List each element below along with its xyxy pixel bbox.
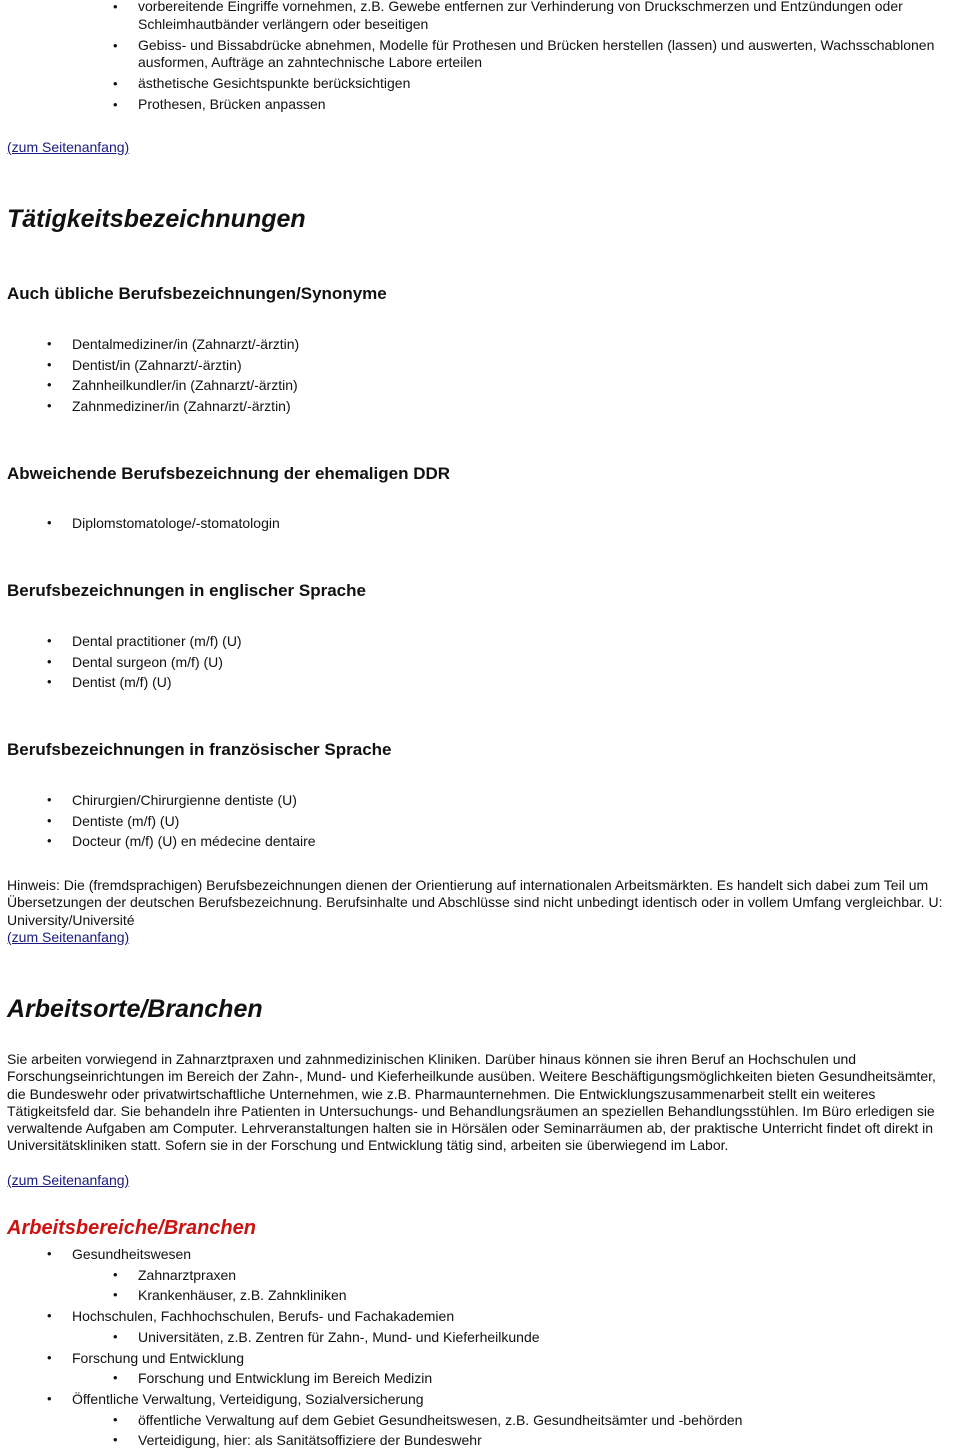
list-item: • Prothesen, Brücken anpassen xyxy=(138,96,952,114)
list-item: • Dental surgeon (m/f) (U) xyxy=(72,652,952,673)
list-item: • Docteur (m/f) (U) en médecine dentaire xyxy=(72,831,952,852)
branchen-list xyxy=(7,1244,952,1451)
list-item: • Zahnarztpraxen xyxy=(138,1265,952,1286)
hinweis-text: Hinweis: Die (fremdsprachigen) Berufsbezeichnungen dienen der Orientierung auf internationalen Arbeitsmärkten. Es handelt sich dabei zum Teil um Übersetzungen der deutschen Berufsbezeichnung. Berufsinhalte und Abschlüsse sind nicht unbedingt identisch oder in vollem Umfang vergleichbar. U: University/Université xyxy=(7,877,943,928)
list-item: • Krankenhäuser, z.B. Zahnkliniken xyxy=(138,1285,952,1306)
list-item: • Dentist/in (Zahnarzt/-ärztin) xyxy=(72,355,952,376)
back-to-top-link[interactable]: (zum Seitenanfang) xyxy=(7,929,130,945)
list-item: • Zahnheilkundler/in (Zahnarzt/-ärztin) xyxy=(72,375,952,396)
list-item: • Öffentliche Verwaltung, Verteidigung, Sozialversicherung • öffentliche Verwaltung auf dem Gebiet Gesundheitswesen, z.B. Gesundheitsämter und -behörden • Verteidigung, hier: als Sanitätsoffiziere der Bundeswehr xyxy=(72,1389,952,1451)
englisch-heading: Berufsbezeichnungen in englischer Sprache xyxy=(7,581,366,600)
list-item: • Forschung und Entwicklung • Forschung und Entwicklung im Bereich Medizin xyxy=(72,1348,952,1389)
section-title-arbeitsbereiche: Arbeitsbereiche/Branchen xyxy=(7,1217,256,1239)
list-item: • öffentliche Verwaltung auf dem Gebiet Gesundheitswesen, z.B. Gesundheitsämter und -behörden xyxy=(138,1410,952,1431)
list-item: • Gesundheitswesen • Zahnarztpraxen • Krankenhäuser, z.B. Zahnkliniken xyxy=(72,1244,952,1306)
task-list xyxy=(7,0,952,117)
section-title-taetigkeit: Tätigkeitsbezeichnungen xyxy=(7,205,306,233)
list-item: • Forschung und Entwicklung im Bereich Medizin xyxy=(138,1368,952,1389)
list-item: • Dental practitioner (m/f) (U) xyxy=(72,631,952,652)
list-item: • Dentist (m/f) (U) xyxy=(72,672,952,693)
list-item: • Gebiss- und Bissabdrücke abnehmen, Modelle für Prothesen und Brücken herstellen (lassen) und auswerten, Wachsschablonen ausformen, Aufträge an zahntechnische Labore erteilen xyxy=(138,37,952,72)
section-title-arbeitsorte: Arbeitsorte/Branchen xyxy=(7,995,263,1023)
franzoesisch-heading: Berufsbezeichnungen in französischer Sprache xyxy=(7,740,392,759)
ddr-heading: Abweichende Berufsbezeichnung der ehemaligen DDR xyxy=(7,464,451,483)
back-to-top-link[interactable]: (zum Seitenanfang) xyxy=(7,1172,130,1188)
list-item: • ästhetische Gesichtspunkte berücksichtigen xyxy=(138,75,952,93)
back-to-top-link[interactable]: (zum Seitenanfang) xyxy=(7,139,130,155)
list-item: • Diplomstomatologe/-stomatologin xyxy=(72,513,952,534)
list-item: • Chirurgien/Chirurgienne dentiste (U) xyxy=(72,790,952,811)
list-item: • Verteidigung, hier: als Sanitätsoffiziere der Bundeswehr xyxy=(138,1430,952,1451)
list-item: • Universitäten, z.B. Zentren für Zahn-, Mund- und Kieferheilkunde xyxy=(138,1327,952,1348)
list-item: • Dentalmediziner/in (Zahnarzt/-ärztin) xyxy=(72,334,952,355)
arbeitsorte-text: Sie arbeiten vorwiegend in Zahnarztpraxen und zahnmedizinischen Kliniken. Darüber hinaus können sie ihren Beruf an Hochschulen und Forschungseinrichtungen im Bereich der Zahn-, Mund- und Kieferheilkunde ausüben. Weitere Beschäftigungsmöglichkeiten bieten Gesundheitsämter, die Bundeswehr oder privatwirtschaftliche Unternehmen, wie z.B. Pharmaunternehmen. Die Entwicklungszusammenarbeit stellt ein weiteres Tätigkeitsfeld dar. Sie behandeln ihre Patienten in Untersuchungs- und Behandlungsräumen an speziellen Behandlungsstühlen. Im Büro erledigen sie verwaltende Aufgaben am Computer. Lehrveranstaltungen halten sie in Hörsälen oder Seminarräumen ab, der praktische Unterricht findet oft direkt in Universitätskliniken statt. Sofern sie in der Forschung und Entwicklung tätig sind, arbeiten sie überwiegend im Labor. xyxy=(7,1051,936,1154)
list-item: • Zahnmediziner/in (Zahnarzt/-ärztin) xyxy=(72,396,952,417)
synonyme-heading: Auch übliche Berufsbezeichnungen/Synonyme xyxy=(7,284,387,303)
list-item: • vorbereitende Eingriffe vornehmen, z.B. Gewebe entfernen zur Verhinderung von Druckschmerzen und Entzündungen oder Schleimhautbänder verlängern oder beseitigen xyxy=(138,0,952,33)
list-item: • Hochschulen, Fachhochschulen, Berufs- und Fachakademien • Universitäten, z.B. Zentren für Zahn-, Mund- und Kieferheilkunde xyxy=(72,1306,952,1347)
list-item: • Dentiste (m/f) (U) xyxy=(72,811,952,832)
